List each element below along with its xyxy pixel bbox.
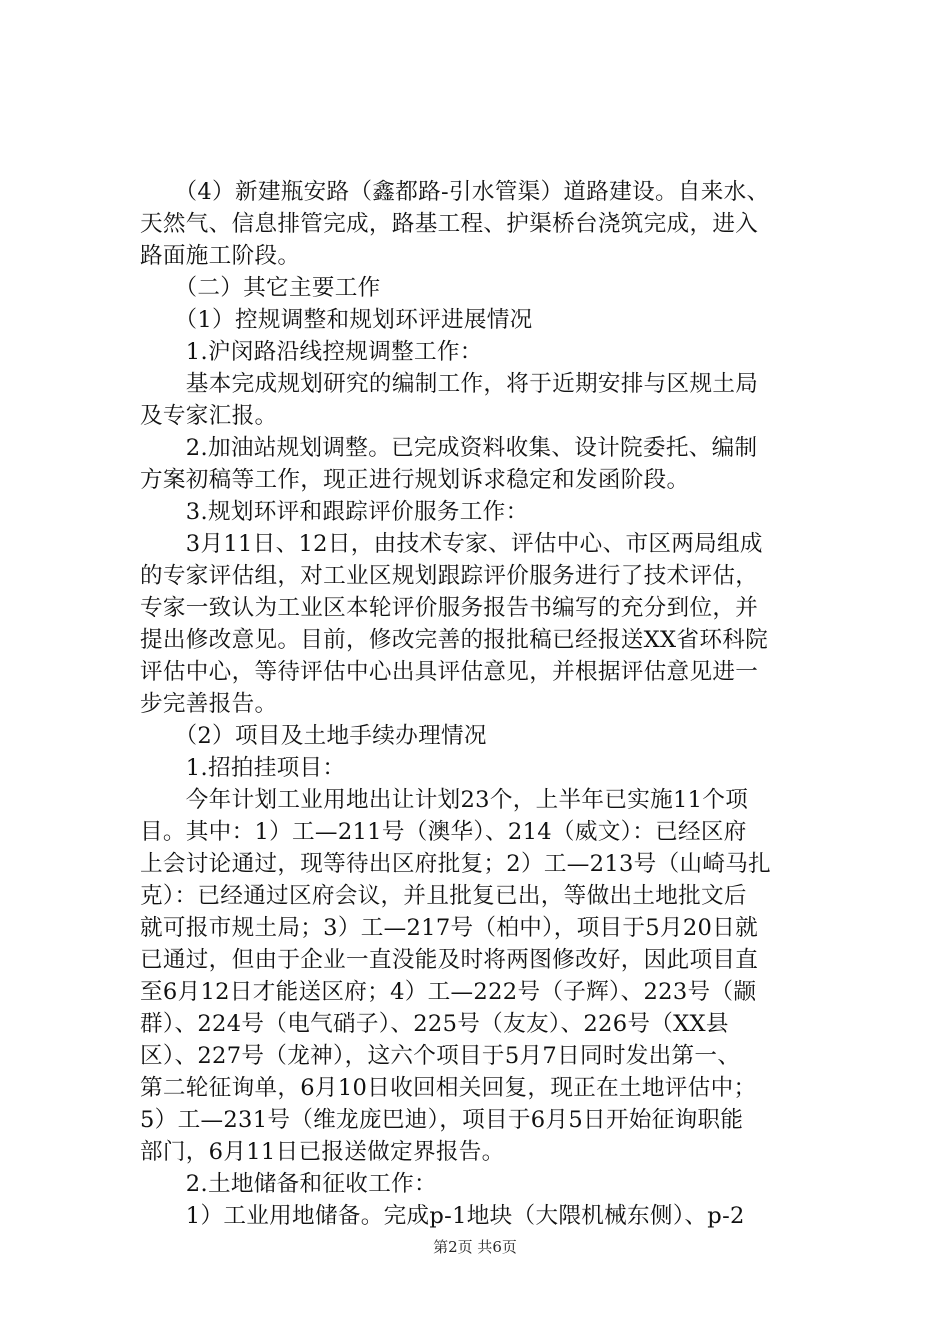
text-line: 克）：已经通过区府会议，并且批复已出，等做出土地批文后 — [140, 883, 747, 909]
text-line: 区）、227号（龙神），这六个项目于5月7日同时发出第一、 — [140, 1043, 741, 1069]
page-footer — [0, 1237, 950, 1257]
text-line: （4）新建瓶安路（鑫都路-引水管渠）道路建设。自来水、 — [140, 179, 770, 205]
text-line: 目。其中：1）工—211号（澳华）、214（威文）：已经区府 — [140, 819, 747, 845]
text-line: 方案初稿等工作，现正进行规划诉求稳定和发函阶段。 — [140, 467, 690, 493]
text-line: 评估中心，等待评估中心出具评估意见，并根据评估意见进一 — [140, 659, 759, 685]
text-line: 天然气、信息排管完成，路基工程、护渠桥台浇筑完成，进入 — [140, 211, 759, 237]
text-line: 至6月12日才能送区府；4）工—222号（子辉）、223号（颛 — [140, 979, 757, 1005]
text-line: 路面施工阶段。 — [140, 243, 301, 269]
section-heading: （二）其它主要工作 — [140, 275, 381, 301]
text-line: 提出修改意见。目前，修改完善的报批稿已经报送XX省环科院 — [140, 627, 769, 653]
text-line: 及专家汇报。 — [140, 403, 278, 429]
text-line: 5）工—231号（维龙庞巴迪），项目于6月5日开始征询职能 — [140, 1107, 744, 1133]
subsection-heading: （1）控规调整和规划环评进展情况 — [140, 307, 533, 333]
text-line: 3月11日、12日，由技术专家、评估中心、市区两局组成 — [140, 531, 763, 557]
page-number: 第2页 共6页 — [433, 1238, 517, 1256]
text-line: 上会讨论通过，现等待出区府批复；2）工—213号（山崎马扎 — [140, 851, 772, 877]
item-heading: 2.土地储备和征收工作： — [140, 1171, 437, 1197]
text-line: 第二轮征询单，6月10日收回相关回复，现正在土地评估中； — [140, 1075, 757, 1101]
text-line: 就可报市规土局；3）工—217号（柏中），项目于5月20日就 — [140, 915, 758, 941]
text-line: 群）、224号（电气硝子）、225号（友友）、226号（XX县 — [140, 1011, 729, 1037]
text-line: 的专家评估组，对工业区规划跟踪评价服务进行了技术评估， — [140, 563, 759, 589]
item-heading: 3.规划环评和跟踪评价服务工作： — [140, 499, 529, 525]
text-line: 部门，6月11日已报送做定界报告。 — [140, 1139, 505, 1165]
item-heading: 1.沪闵路沿线控规调整工作： — [140, 339, 483, 365]
item-heading: 1.招拍挂项目： — [140, 755, 346, 781]
subsection-heading: （2）项目及土地手续办理情况 — [140, 723, 487, 749]
text-line: 专家一致认为工业区本轮评价服务报告书编写的充分到位，并 — [140, 595, 759, 621]
text-line: 已通过，但由于企业一直没能及时将两图修改好，因此项目直 — [140, 947, 759, 973]
text-line: 1）工业用地储备。完成p-1地块（大隈机械东侧）、p-2 — [140, 1203, 745, 1229]
text-line: 基本完成规划研究的编制工作，将于近期安排与区规土局 — [140, 371, 759, 397]
text-line: 2.加油站规划调整。已完成资料收集、设计院委托、编制 — [140, 435, 758, 461]
document-body — [140, 176, 840, 1232]
text-line: 今年计划工业用地出让计划23个，上半年已实施11个项 — [140, 787, 749, 813]
text-line: 步完善报告。 — [140, 691, 278, 717]
